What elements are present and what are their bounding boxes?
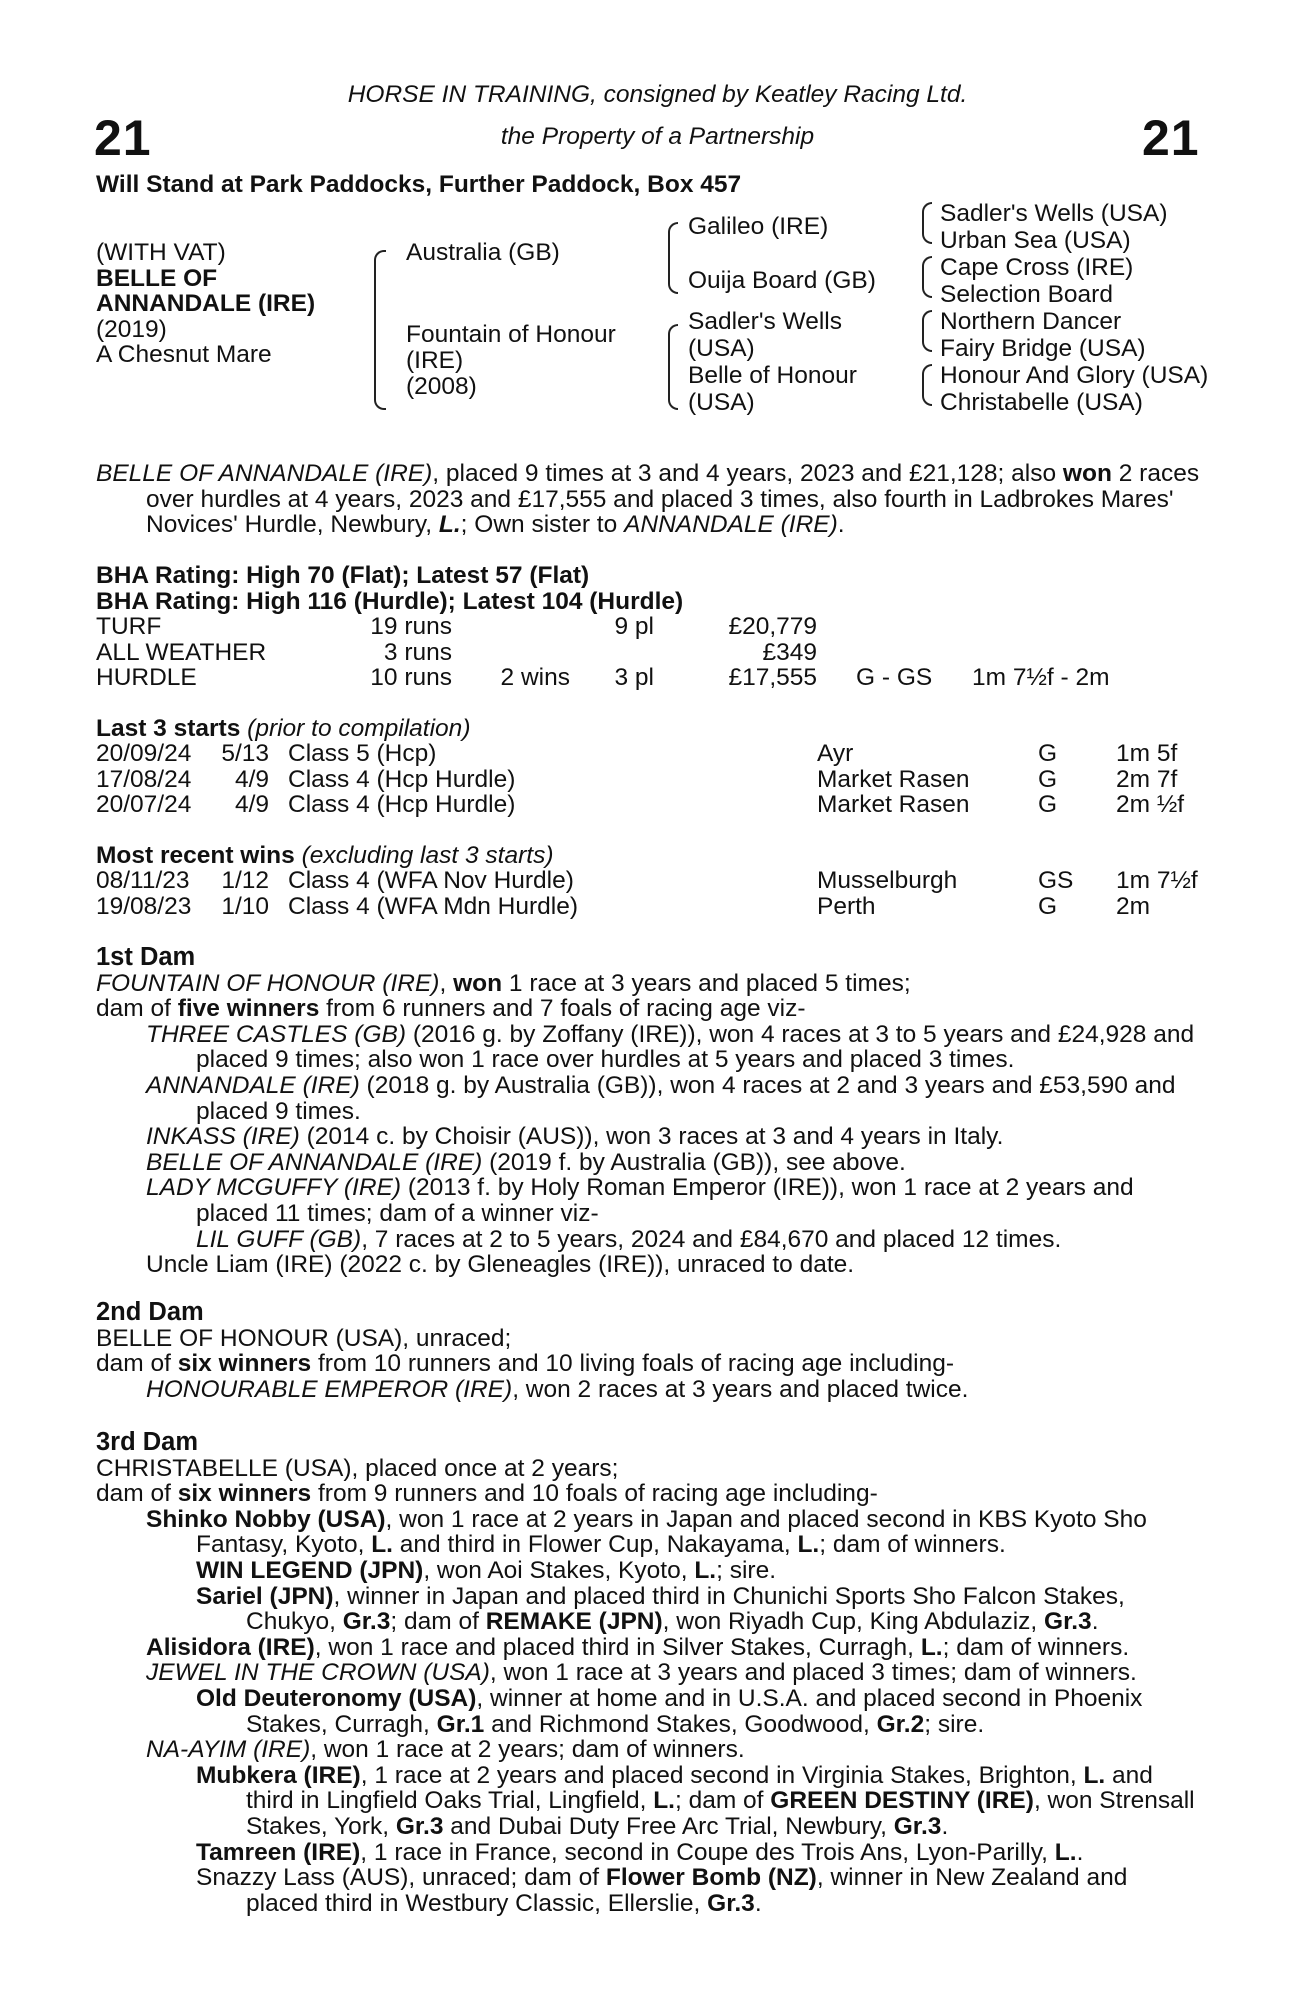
third-dam-text-2: from 9 runners and 10 foals of racing age including-: [311, 1480, 878, 1508]
racing-summary: [96, 461, 1206, 538]
listed-mark: L.: [371, 1531, 393, 1559]
progeny-name: REMAKE (JPN): [485, 1608, 663, 1636]
third-dam-title: 3rd Dam: [96, 1428, 199, 1456]
progeny-name: Sariel (JPN): [196, 1582, 334, 1610]
progeny-lady-mcguffy: [96, 1175, 1206, 1226]
last3-date-cell: 20/09/24: [96, 740, 192, 767]
progeny-text: , winner in New Zealand and placed third in Westbury Classic, Ellerslie,: [246, 1864, 1128, 1917]
last3-race-cell: Class 4 (Hcp Hurdle): [288, 791, 516, 818]
progeny-three-castles: [96, 1022, 1206, 1073]
progeny-text: (2018 g. by Australia (GB)), won 4 races at 2 and 3 years and £53,590 and placed 9 times.: [196, 1071, 1176, 1125]
progeny-shinko-nobby: [96, 1507, 1206, 1558]
progeny-name: Old Deuteronomy (USA): [196, 1684, 477, 1712]
third-dam-line1: CHRISTABELLE (USA), placed once at 2 years;: [96, 1454, 619, 1482]
progeny-name: Flower Bomb (NZ): [605, 1864, 817, 1892]
listed-mark: L.: [653, 1787, 675, 1815]
progeny-inkass: [96, 1124, 1206, 1150]
rating-dist-cell: 1m 7½f - 2m: [972, 664, 1110, 691]
progeny-text: , won 1 race at 2 years; dam of winners.: [310, 1736, 745, 1764]
sd-dam: Selection Board: [940, 281, 1113, 308]
summary-won: won: [1062, 460, 1112, 487]
progeny-name: BELLE OF ANNANDALE (IRE): [146, 1148, 483, 1176]
horse-block: [96, 240, 315, 368]
rating-wins-cell: 2 wins: [500, 664, 570, 691]
recent-pos-cell: 1/12: [221, 867, 269, 894]
summary-text-2: 2 races over hurdles at 4 years, 2023 and £17,555 and placed 3 times, also fourth in Ladbrokes Mares' Novices' Hurdle, Newbury,: [146, 460, 1200, 539]
listed-mark: L.: [694, 1556, 717, 1584]
progeny-belle: [96, 1150, 1206, 1176]
first-dam-text-4: from 6 runners and 7 foals of racing age viz-: [319, 995, 806, 1023]
progeny-text: , won 2 races at 3 years and placed twice.: [512, 1375, 969, 1403]
brace-gen1: [374, 250, 386, 410]
recent-date-cell: 08/11/23: [96, 867, 190, 894]
last3-date-cell: 17/08/24: [96, 766, 192, 793]
progeny-lil-guff: [96, 1227, 1206, 1253]
progeny-text: ; sire.: [716, 1556, 777, 1584]
group-mark: Gr.3: [1044, 1608, 1092, 1636]
third-dam-line2: [96, 1481, 1206, 1507]
progeny-name: JEWEL IN THE CROWN (USA): [146, 1659, 490, 1687]
recent-going-cell: GS: [1038, 867, 1074, 894]
brace-ds: [922, 310, 932, 352]
progeny-text: and third in Lingfield Oaks Trial, Lingfield,: [246, 1761, 1153, 1815]
ss-sire: Sadler's Wells (USA): [940, 200, 1168, 227]
group-mark: Gr.2: [876, 1710, 925, 1738]
rating-money-cell: £20,779: [728, 613, 817, 640]
progeny-text: , winner at home and in U.S.A. and placed second in Phoenix Stakes, Curragh,: [246, 1684, 1143, 1738]
first-dam-text-2: 1 race at 3 years and placed 5 times;: [502, 969, 911, 997]
sire: Australia (GB): [406, 239, 560, 266]
brace-dam: [668, 324, 678, 410]
summary-horse-name: BELLE OF ANNANDALE (IRE): [96, 460, 433, 487]
progeny-annandale: [96, 1073, 1206, 1124]
horse-year: (2019): [96, 315, 167, 343]
last3-pos-cell: 4/9: [234, 766, 269, 793]
lot-number-left: 21: [94, 110, 152, 166]
progeny-text: (2014 c. by Choisir (AUS)), won 3 races at 3 and 4 years in Italy.: [299, 1123, 1004, 1151]
progeny-text: and third in Flower Cup, Nakayama,: [393, 1531, 798, 1559]
first-dam-text: ,: [439, 969, 454, 997]
listed-mark: L.: [1054, 1838, 1077, 1866]
rating-hurdle: BHA Rating: High 116 (Hurdle); Latest 104 (Hurdle): [96, 588, 684, 615]
brace-dd: [922, 364, 932, 406]
group-mark: Gr.3: [893, 1812, 942, 1840]
second-dam-section: [96, 1300, 1206, 1402]
brace-sd: [922, 256, 932, 298]
progeny-text: ; dam of winners.: [942, 1633, 1130, 1661]
progeny-old-deuteronomy: [96, 1686, 1206, 1737]
first-dam-line1: [96, 971, 1206, 997]
rating-flat: BHA Rating: High 70 (Flat); Latest 57 (Flat): [96, 562, 590, 589]
last3-going-cell: G: [1038, 791, 1058, 818]
recent-dist-cell: 2m: [1116, 893, 1151, 920]
progeny-text: ; dam of winners.: [819, 1531, 1006, 1559]
recent-date-cell: 19/08/23: [96, 893, 192, 920]
rating-surface-cell: HURDLE: [96, 664, 197, 691]
summary-sister: ANNANDALE (IRE): [624, 511, 838, 539]
progeny-name: THREE CASTLES (GB): [146, 1020, 407, 1048]
progeny-text: ; dam of: [674, 1787, 771, 1815]
last3-dist-cell: 2m 7f: [1116, 766, 1178, 793]
last3-pos-cell: 5/13: [221, 740, 269, 767]
progeny-name: ANNANDALE (IRE): [146, 1071, 360, 1099]
recent-course-cell: Perth: [817, 893, 876, 920]
progeny-name: WIN LEGEND (JPN): [196, 1556, 424, 1584]
second-dam-six-winners: six winners: [177, 1350, 312, 1378]
rating-surface-cell: ALL WEATHER: [96, 639, 267, 666]
progeny-name: HONOURABLE EMPEROR (IRE): [146, 1375, 513, 1403]
recent-going-cell: G: [1038, 893, 1058, 920]
summary-text-4: .: [837, 511, 845, 539]
group-mark: Gr.3: [395, 1812, 444, 1840]
progeny-uncle-liam: Uncle Liam (IRE) (2022 c. by Gleneagles (IRE)), unraced to date.: [146, 1251, 855, 1279]
recent-note: (excluding last 3 starts): [301, 842, 554, 869]
last3-date-cell: 20/07/24: [96, 791, 192, 818]
rating-money-cell: £17,555: [728, 664, 817, 691]
last3-dist-cell: 2m ½f: [1116, 791, 1185, 818]
sire-dam: Ouija Board (GB): [688, 267, 876, 294]
progeny-snazzy-lass: [96, 1865, 1206, 1916]
summary-text-3: ; Own sister to: [460, 511, 625, 539]
last3-race-cell: Class 5 (Hcp): [288, 740, 437, 767]
progeny-name: Shinko Nobby (USA): [146, 1505, 386, 1533]
last3-course-cell: Market Rasen: [817, 791, 970, 818]
second-dam-title: 2nd Dam: [96, 1298, 204, 1326]
last3-going-cell: G: [1038, 740, 1058, 767]
progeny-text: ; dam of: [390, 1608, 486, 1636]
first-dam-line2: [96, 996, 1206, 1022]
progeny-text: and Richmond Stakes, Goodwood,: [484, 1710, 877, 1738]
rating-going-cell: G - GS: [856, 664, 933, 691]
recent-dist-cell: 1m 7½f: [1116, 867, 1198, 894]
rating-runs-cell: 19 runs: [370, 613, 452, 640]
header-consignor: HORSE IN TRAINING, consigned by Keatley Racing Ltd.: [347, 81, 968, 108]
rating-runs-cell: 3 runs: [383, 639, 452, 666]
first-dam-five-winners: five winners: [177, 995, 320, 1023]
rating-runs-cell: 10 runs: [370, 664, 452, 691]
last3-dist-cell: 1m 5f: [1116, 740, 1178, 767]
ds-sire: Northern Dancer: [940, 308, 1122, 335]
dam-1: Fountain of Honour: [406, 321, 616, 348]
recent-title: Most recent wins: [96, 842, 295, 869]
sd-sire: Cape Cross (IRE): [940, 254, 1134, 281]
progeny-text: .: [754, 1889, 762, 1917]
second-dam-line2: [96, 1351, 1206, 1377]
brace-ss: [922, 202, 932, 244]
progeny-mubkera: [96, 1763, 1206, 1840]
progeny-text: , 1 race in France, second in Coupe des Trois Ans, Lyon-Parilly,: [360, 1838, 1055, 1866]
ss-dam: Urban Sea (USA): [940, 227, 1131, 254]
summary-listed: L.: [438, 511, 461, 539]
progeny-text: .: [941, 1812, 949, 1840]
recent-wins-heading: [96, 843, 553, 869]
rating-money-cell: £349: [762, 639, 817, 666]
last3-race-cell: Class 4 (Hcp Hurdle): [288, 766, 516, 793]
progeny-text: (2013 f. by Holy Roman Emperor (IRE)), won 1 race at 2 years and placed 11 times; dam of a winner viz-: [196, 1174, 1134, 1227]
group-mark: Gr.1: [436, 1710, 485, 1738]
last3-going-cell: G: [1038, 766, 1058, 793]
rating-surface-cell: TURF: [96, 613, 162, 640]
horse-description: A Chesnut Mare: [96, 341, 272, 369]
listed-mark: L.: [1083, 1761, 1106, 1789]
progeny-text: ; sire.: [924, 1710, 985, 1738]
progeny-honourable-emperor: [96, 1377, 1206, 1403]
progeny-jewel: [96, 1660, 1206, 1686]
last3-title: Last 3 starts: [96, 715, 241, 742]
recent-pos-cell: 1/10: [221, 893, 269, 920]
ds-dam: Fairy Bridge (USA): [940, 335, 1146, 362]
progeny-name: LADY MCGUFFY (IRE): [146, 1174, 402, 1202]
listed-mark: L.: [797, 1531, 820, 1559]
progeny-text: .: [1091, 1608, 1099, 1636]
progeny-text: , 1 race at 2 years and placed second in Virginia Stakes, Brighton,: [360, 1761, 1084, 1789]
second-dam-text: dam of: [96, 1350, 178, 1378]
dd-sire: Honour And Glory (USA): [940, 362, 1209, 389]
third-dam-text: dam of: [96, 1480, 178, 1508]
progeny-text: , won 1 race at 2 years in Japan and placed second in KBS Kyoto Sho Fantasy, Kyoto,: [196, 1505, 1147, 1559]
dam-2: (IRE): [406, 347, 464, 374]
listed-mark: L.: [920, 1633, 943, 1661]
progeny-text: .: [1076, 1838, 1084, 1866]
brace-sire: [668, 222, 678, 294]
first-dam-text-3: dam of: [96, 995, 178, 1023]
group-mark: Gr.3: [342, 1608, 391, 1636]
progeny-name: NA-AYIM (IRE): [146, 1736, 311, 1764]
summary-text: , placed 9 times at 3 and 4 years, 2023 and £21,128; also: [432, 460, 1063, 487]
dam-3: (2008): [406, 373, 477, 400]
lot-number-right: 21: [1142, 110, 1200, 166]
group-mark: Gr.3: [707, 1889, 755, 1917]
progeny-text: (2019 f. by Australia (GB)), see above.: [482, 1148, 906, 1176]
last3-course-cell: Ayr: [817, 740, 854, 767]
dam-sire-2: (USA): [688, 335, 755, 362]
first-dam-won: won: [453, 969, 503, 997]
progeny-tamreen: [96, 1840, 1206, 1866]
rating-pl-cell: 3 pl: [614, 664, 654, 691]
last3-course-cell: Market Rasen: [817, 766, 970, 793]
progeny-text: , 7 races at 2 to 5 years, 2024 and £84,670 and placed 12 times.: [361, 1225, 1062, 1253]
horse-name-2: ANNANDALE (IRE): [96, 290, 316, 318]
progeny-text: , winner in Japan and placed third in Chunichi Sports Sho Falcon Stakes, Chukyo,: [246, 1582, 1125, 1636]
first-dam-title: 1st Dam: [96, 943, 196, 971]
progeny-text: (2016 g. by Zoffany (IRE)), won 4 races at 3 to 5 years and £24,928 and placed 9 times; also won 1 race over hurdles at 5 years and placed 3 times.: [196, 1020, 1195, 1074]
dam-dam-2: (USA): [688, 389, 755, 416]
horse-name-1: BELLE OF: [96, 264, 218, 292]
sire-sire: Galileo (IRE): [688, 213, 829, 240]
progeny-na-ayim: [96, 1737, 1206, 1763]
last3-heading: [96, 716, 470, 742]
progeny-name: LIL GUFF (GB): [196, 1225, 362, 1253]
recent-race-cell: Class 4 (WFA Nov Hurdle): [288, 867, 574, 894]
progeny-name: INKASS (IRE): [146, 1123, 300, 1151]
last3-note: (prior to compilation): [247, 715, 471, 742]
dd-dam: Christabelle (USA): [940, 389, 1143, 416]
third-dam-six-winners: six winners: [177, 1480, 312, 1508]
progeny-name: Mubkera (IRE): [196, 1761, 361, 1789]
progeny-alisidora: [96, 1635, 1206, 1661]
progeny-text: , won 1 race at 3 years and placed 3 times; dam of winners.: [489, 1659, 1137, 1687]
first-dam-name: FOUNTAIN OF HONOUR (IRE): [96, 969, 440, 997]
progeny-text: and Dubai Duty Free Arc Trial, Newbury,: [443, 1812, 894, 1840]
stand-location: Will Stand at Park Paddocks, Further Paddock, Box 457: [96, 171, 742, 198]
second-dam-text-2: from 10 runners and 10 living foals of racing age including-: [311, 1350, 954, 1378]
dam-sire-1: Sadler's Wells: [688, 308, 842, 335]
progeny-text: , won Aoi Stakes, Kyoto,: [423, 1556, 695, 1584]
progeny-sariel: [96, 1584, 1206, 1635]
progeny-name: GREEN DESTINY (IRE): [770, 1787, 1034, 1815]
progeny-win-legend: [96, 1558, 1206, 1584]
second-dam-line1: BELLE OF HONOUR (USA), unraced;: [96, 1324, 512, 1352]
dam-dam-1: Belle of Honour: [688, 362, 857, 389]
progeny-name: Tamreen (IRE): [196, 1838, 361, 1866]
header-property: the Property of a Partnership: [500, 123, 815, 150]
progeny-text: , won Riyadh Cup, King Abdulaziz,: [662, 1608, 1045, 1636]
progeny-text: , won 1 race and placed third in Silver Stakes, Curragh,: [314, 1633, 921, 1661]
first-dam-section: [96, 945, 1206, 1278]
progeny-text: , won Strensall Stakes, York,: [246, 1787, 1195, 1840]
third-dam-section: [96, 1430, 1206, 1916]
recent-race-cell: Class 4 (WFA Mdn Hurdle): [288, 893, 578, 920]
progeny-text: Snazzy Lass (AUS), unraced; dam of: [196, 1864, 606, 1892]
last3-pos-cell: 4/9: [234, 791, 269, 818]
recent-course-cell: Musselburgh: [817, 867, 958, 894]
rating-pl-cell: 9 pl: [614, 613, 654, 640]
vat-note: (WITH VAT): [96, 239, 226, 266]
progeny-name: Alisidora (IRE): [146, 1633, 315, 1661]
